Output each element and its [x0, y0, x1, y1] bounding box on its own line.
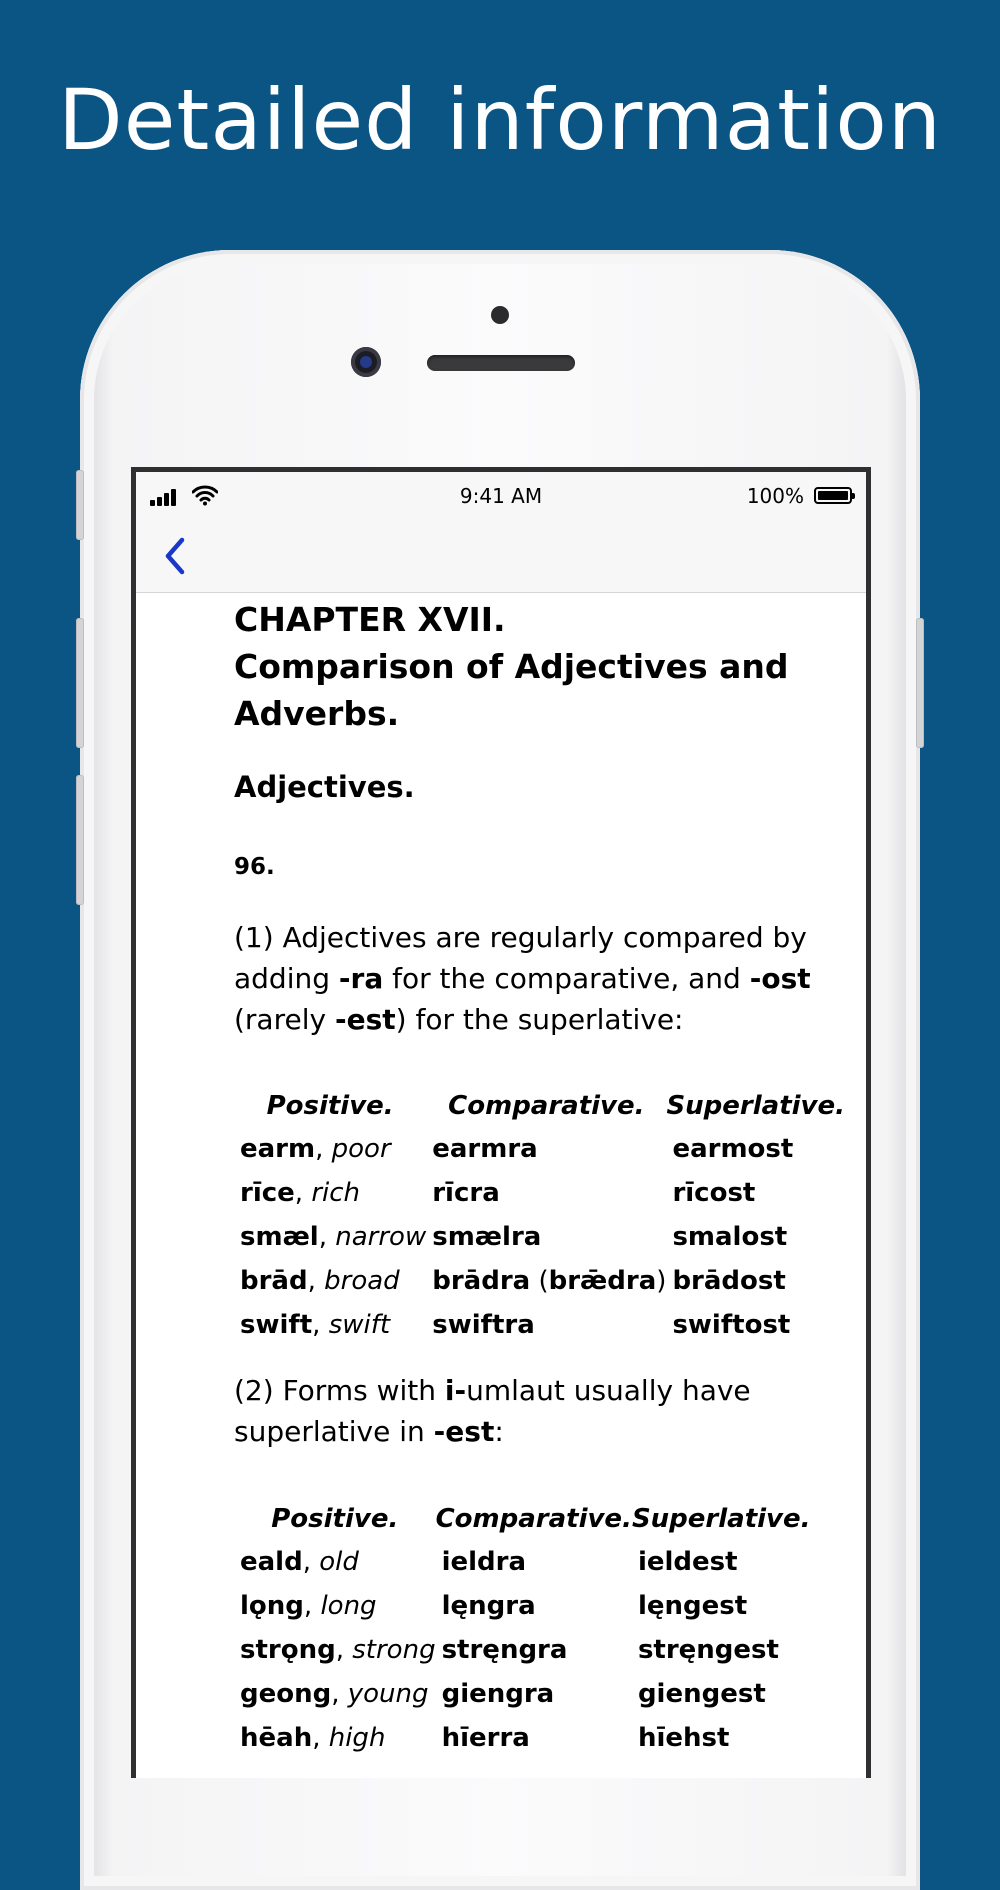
superlative-form: rīcost	[672, 1178, 756, 1208]
battery-percentage: 100%	[746, 484, 804, 508]
positive-cell: earm, poor	[240, 1134, 391, 1164]
comparative-cell	[426, 1171, 666, 1215]
gloss: poor	[331, 1134, 391, 1164]
power-button	[916, 618, 924, 748]
table-row	[234, 1127, 845, 1171]
comparative-cell	[426, 1127, 666, 1171]
positive-form: earm	[240, 1134, 316, 1164]
superlative-form: swiftost	[672, 1310, 791, 1340]
comparative-form: lęngra	[441, 1591, 536, 1621]
table-row	[234, 1584, 811, 1628]
screen	[131, 467, 871, 1778]
navigation-bar	[136, 522, 866, 593]
comparative-form: smælra	[432, 1222, 542, 1252]
table-header-row	[234, 1085, 845, 1127]
volume-down-button	[76, 775, 84, 905]
comparative-form: giengra	[441, 1679, 555, 1709]
comparative-form: stręngra	[441, 1635, 568, 1665]
gloss: rich	[311, 1178, 360, 1208]
comparative-cell	[426, 1215, 666, 1259]
comparative-form: brādra	[432, 1266, 531, 1296]
chapter-number: CHAPTER XVII.	[234, 600, 506, 639]
positive-form: swift	[240, 1310, 313, 1340]
table-row	[234, 1628, 811, 1672]
positive-form: hēah	[240, 1723, 313, 1753]
positive-form: strǫng	[240, 1635, 336, 1665]
table-row	[234, 1171, 845, 1215]
superlative-cell	[632, 1628, 811, 1672]
positive-cell: hēah, high	[240, 1723, 386, 1753]
status-time: 9:41 AM	[459, 484, 543, 508]
gloss: long	[320, 1591, 377, 1621]
positive-cell: lǫng, long	[240, 1591, 377, 1621]
positive-form: brād	[240, 1266, 308, 1296]
proximity-sensor	[491, 306, 509, 324]
comparative-form: hīerra	[441, 1723, 530, 1753]
superlative-cell	[666, 1259, 845, 1303]
paragraph-2: (2) Forms with i-umlaut usually have superlative in -est:	[234, 1374, 751, 1448]
headline: Detailed information	[58, 71, 942, 169]
superlative-form: brādost	[672, 1266, 786, 1296]
volume-up-button	[76, 618, 84, 748]
column-header-comparative: Comparative.	[435, 1504, 632, 1534]
comparative-cell	[436, 1540, 632, 1584]
gloss: broad	[324, 1266, 400, 1296]
comparative-cell	[436, 1628, 632, 1672]
table-row	[234, 1215, 845, 1259]
positive-cell: brād, broad	[240, 1266, 400, 1296]
comparative-cell	[436, 1716, 632, 1760]
positive-form: lǫng	[240, 1591, 304, 1621]
superlative-cell	[632, 1540, 811, 1584]
superlative-cell	[666, 1127, 845, 1171]
positive-form: smæl	[240, 1222, 319, 1252]
comparative-form: swiftra	[432, 1310, 535, 1340]
gloss: swift	[328, 1310, 391, 1340]
gloss: high	[328, 1723, 386, 1753]
positive-form: geong	[240, 1679, 332, 1709]
paragraph-number: 96.	[234, 854, 275, 880]
comparative-cell	[436, 1672, 632, 1716]
chevron-left-icon[interactable]	[158, 534, 194, 578]
table-row	[234, 1259, 845, 1303]
gloss: old	[319, 1547, 359, 1577]
comparison-table-1	[234, 1085, 845, 1347]
comparative-form: ieldra	[441, 1547, 527, 1577]
table-row	[234, 1540, 811, 1584]
status-bar	[136, 472, 866, 522]
superlative-form: hīehst	[637, 1723, 730, 1753]
table-header-row	[234, 1498, 811, 1540]
column-header-comparative: Comparative.	[448, 1091, 645, 1121]
column-header-superlative: Superlative.	[631, 1504, 811, 1534]
gloss: young	[347, 1679, 429, 1709]
table-row	[234, 1303, 845, 1347]
paragraph-1: (1) Adjectives are regularly compared by adding -ra for the comparative, and -ost (rarely -est) for the superlative:	[234, 921, 811, 1036]
comparative-cell	[426, 1303, 666, 1347]
chapter-heading	[234, 592, 834, 737]
superlative-cell	[666, 1171, 845, 1215]
positive-cell: swift, swift	[240, 1310, 391, 1340]
superlative-form: lęngest	[637, 1591, 748, 1621]
positive-cell: eald, old	[240, 1547, 359, 1577]
positive-cell: smæl, narrow	[240, 1222, 427, 1252]
comparative-form: rīcra	[432, 1178, 500, 1208]
superlative-cell	[632, 1672, 811, 1716]
comparative-alt-form: brǣdra	[548, 1266, 657, 1296]
positive-cell: strǫng, strong	[240, 1635, 436, 1665]
superlative-form: giengest	[637, 1679, 766, 1709]
column-header-positive: Positive.	[271, 1504, 399, 1534]
positive-form: rīce	[240, 1178, 295, 1208]
superlative-cell	[666, 1215, 845, 1259]
positive-cell: rīce, rich	[240, 1178, 360, 1208]
positive-cell: geong, young	[240, 1679, 429, 1709]
positive-form: eald	[240, 1547, 303, 1577]
superlative-cell	[632, 1584, 811, 1628]
chapter-title: Comparison of Adjectives and Adverbs.	[234, 647, 789, 733]
section-title: Adjectives.	[234, 770, 415, 804]
table-row	[234, 1716, 811, 1760]
mute-switch	[76, 470, 84, 540]
superlative-cell	[666, 1303, 845, 1347]
comparative-cell: brādra (brǣdra)	[432, 1266, 667, 1296]
battery-icon	[814, 487, 852, 504]
superlative-form: stręngest	[637, 1635, 779, 1665]
earpiece-speaker	[427, 355, 575, 371]
column-header-superlative: Superlative.	[666, 1091, 845, 1121]
table-row	[234, 1672, 811, 1716]
superlative-cell	[632, 1716, 811, 1760]
gloss: narrow	[335, 1222, 427, 1252]
comparison-table-2	[234, 1498, 811, 1760]
gloss: strong	[352, 1635, 436, 1665]
superlative-form: ieldest	[637, 1547, 738, 1577]
comparative-form: earmra	[432, 1134, 538, 1164]
chapter-content	[234, 592, 845, 1753]
column-header-positive: Positive.	[266, 1091, 394, 1121]
superlative-form: earmost	[672, 1134, 794, 1164]
superlative-form: smalost	[672, 1222, 788, 1252]
front-camera	[351, 347, 381, 377]
comparative-cell	[436, 1584, 632, 1628]
